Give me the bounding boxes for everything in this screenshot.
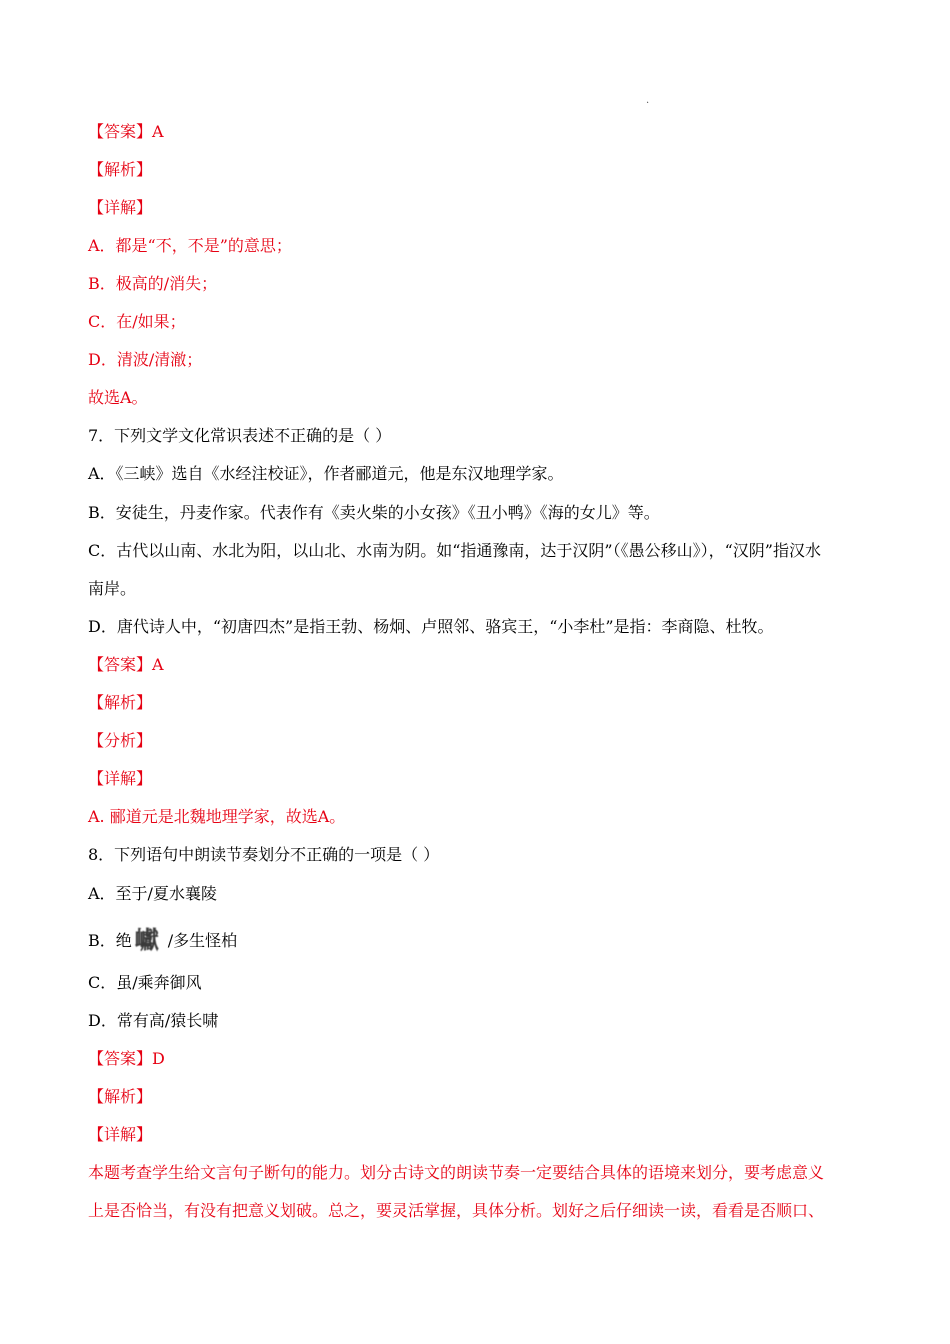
- q8-explanation-line2: 上是否恰当，有没有把意义划破。总之，要灵活掌握，具体分析。划好之后仔细读一读，看看是否顺口、: [88, 1201, 825, 1220]
- q7-explanation: A. 郦道元是北魏地理学家，故选A。: [88, 807, 346, 826]
- header-dot: .: [646, 95, 650, 106]
- q7-option-b: B．安徒生，丹麦作家。代表作有《卖火柴的小女孩》《丑小鸭》《海的女儿》等。: [88, 503, 660, 522]
- q8-answer: 【答案】D: [88, 1049, 165, 1068]
- q7-option-d: D．唐代诗人中，“初唐四杰”是指王勃、杨炯、卢照邻、骆宾王，“小李杜”是指：李商隐、杜牧。: [88, 617, 774, 636]
- q8-option-b-prefix: B．绝: [88, 931, 132, 950]
- q6-conclusion: 故选A。: [88, 388, 148, 407]
- q8-option-b-glyph-image: [133, 925, 167, 954]
- q7-fenxi-label: 【分析】: [88, 731, 153, 750]
- q8-option-b-glyph: 巘: [134, 925, 159, 954]
- q6-detail-d: D．清波/清澈；: [88, 350, 203, 369]
- q7-option-c-line2: 南岸。: [88, 579, 137, 598]
- q6-detail-label: 【详解】: [88, 198, 153, 217]
- q7-detail-label: 【详解】: [88, 769, 153, 788]
- q6-analysis-label: 【解析】: [88, 160, 153, 179]
- q6-detail-b: B．极高的/消失；: [88, 274, 218, 293]
- q8-option-c: C．虽/乘奔御风: [88, 973, 202, 992]
- q7-question: 7．下列文学文化常识表述不正确的是（ ）: [88, 426, 392, 445]
- q7-option-a: A．《三峡》选自《水经注校证》，作者郦道元，他是东汉地理学家。: [88, 464, 564, 483]
- q7-analysis-label: 【解析】: [88, 693, 153, 712]
- q7-option-c-line1: C．古代以山南、水北为阳，以山北、水南为阴。如“指通豫南，达于汉阴”（《愚公移山》），“汉阴”指汉水: [88, 541, 821, 560]
- q8-question: 8．下列语句中朗读节奏划分不正确的一项是（ ）: [88, 845, 440, 864]
- q6-answer: 【答案】A: [88, 122, 164, 141]
- q8-analysis-label: 【解析】: [88, 1087, 153, 1106]
- q6-detail-a: A．都是“不，不是”的意思；: [88, 236, 292, 255]
- q8-option-b-suffix: /多生怪柏: [167, 931, 238, 950]
- q6-detail-c: C．在/如果；: [88, 312, 186, 331]
- q7-answer: 【答案】A: [88, 655, 164, 674]
- q8-option-a: A．至于/夏水襄陵: [88, 884, 217, 903]
- q8-option-b: [88, 925, 238, 954]
- q8-option-d: D．常有高/猿长啸: [88, 1011, 219, 1030]
- q8-explanation-line1: 本题考查学生给文言句子断句的能力。划分古诗文的朗读节奏一定要结合具体的语境来划分，要考虑意义: [88, 1163, 825, 1182]
- q8-detail-label: 【详解】: [88, 1125, 153, 1144]
